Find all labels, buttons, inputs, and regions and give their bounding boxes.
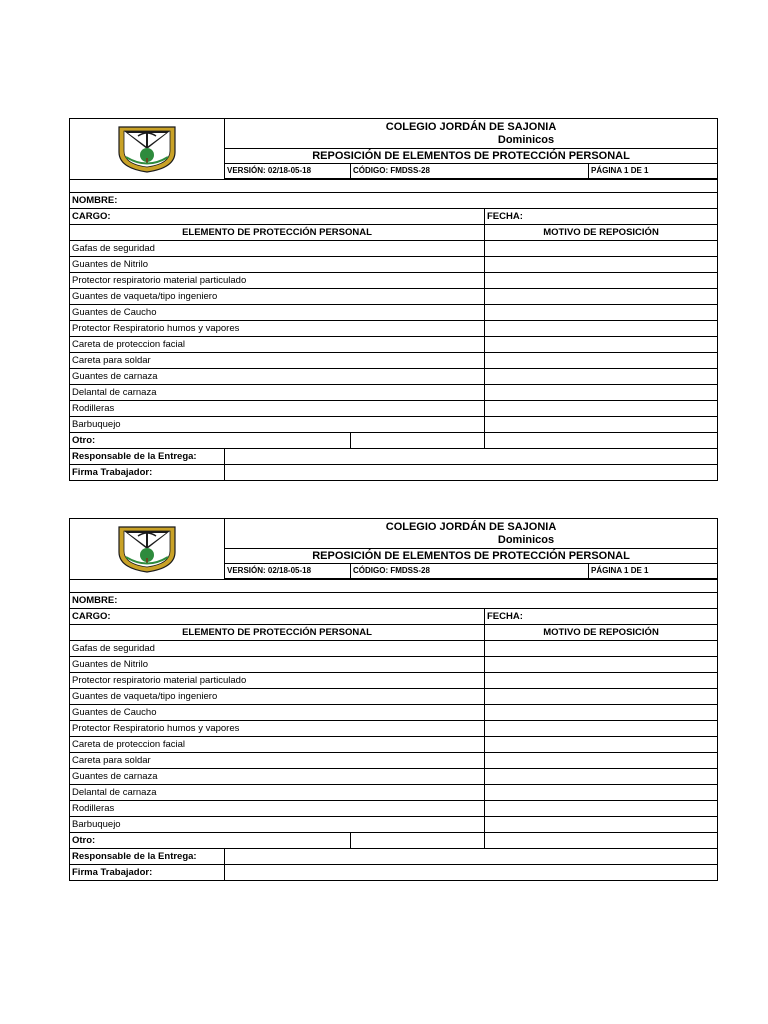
item-reason-field[interactable] [485,257,718,273]
worker-signature-field[interactable] [225,865,718,881]
form-table [69,518,718,881]
institution-name: COLEGIO JORDÁN DE SAJONIA [385,521,557,534]
item-row [70,657,718,673]
element-column-header: ELEMENTO DE PROTECCIÓN PERSONAL [70,225,485,241]
items-list [70,241,718,433]
school-crest-logo [70,124,224,174]
version-label: VERSIÓN: 02/18-05-18 [225,564,351,579]
other-reason-field[interactable] [485,433,718,449]
item-row [70,305,718,321]
item-reason-field[interactable] [485,369,718,385]
institution-header [225,519,718,549]
item-label: Careta de proteccion facial [70,337,485,353]
item-label: Guantes de carnaza [70,769,485,785]
form-table [69,118,718,481]
item-reason-field[interactable] [485,689,718,705]
item-reason-field[interactable] [485,785,718,801]
item-label: Delantal de carnaza [70,385,485,401]
delivery-label: Responsable de la Entrega: [70,849,225,865]
item-row [70,801,718,817]
element-column-header: ELEMENTO DE PROTECCIÓN PERSONAL [70,625,485,641]
item-label: Guantes de carnaza [70,369,485,385]
item-reason-field[interactable] [485,641,718,657]
logo-cell [70,119,225,180]
item-reason-field[interactable] [485,737,718,753]
item-reason-field[interactable] [485,753,718,769]
item-row [70,705,718,721]
reason-column-header: MOTIVO DE REPOSICIÓN [485,625,718,641]
item-reason-field[interactable] [485,657,718,673]
item-reason-field[interactable] [485,241,718,257]
worker-signature-label: Firma Trabajador: [70,865,225,881]
item-label: Protector respiratorio material particulado [70,673,485,689]
institution-order: Dominicos [497,134,555,146]
item-row [70,369,718,385]
item-label: Guantes de Nitrilo [70,657,485,673]
item-row [70,641,718,657]
item-row [70,737,718,753]
item-label: Guantes de vaqueta/tipo ingeniero [70,689,485,705]
form-title: REPOSICIÓN DE ELEMENTOS DE PROTECCIÓN PERSONAL [225,549,718,564]
item-label: Careta de proteccion facial [70,737,485,753]
page-label: PÁGINA 1 DE 1 [589,564,718,579]
cargo-label: CARGO: [72,210,111,222]
item-row [70,337,718,353]
other-reason-field[interactable] [485,833,718,849]
item-reason-field[interactable] [485,289,718,305]
item-reason-field[interactable] [485,337,718,353]
fecha-label: FECHA: [487,610,523,622]
ppe-form-1 [69,118,717,481]
item-row [70,785,718,801]
name-field[interactable] [70,593,718,609]
item-reason-field[interactable] [485,769,718,785]
item-reason-field[interactable] [485,705,718,721]
page-label: PÁGINA 1 DE 1 [589,164,718,179]
fecha-field[interactable] [485,209,718,225]
item-row [70,273,718,289]
item-row [70,385,718,401]
reason-column-header: MOTIVO DE REPOSICIÓN [485,225,718,241]
blank-row [70,180,718,193]
item-label: Careta para soldar [70,753,485,769]
item-row [70,353,718,369]
item-row [70,721,718,737]
fecha-field[interactable] [485,609,718,625]
item-row [70,753,718,769]
institution-header [225,119,718,149]
item-reason-field[interactable] [485,305,718,321]
item-label: Rodilleras [70,401,485,417]
item-label: Rodilleras [70,801,485,817]
delivery-field[interactable] [225,449,718,465]
code-label: CÓDIGO: FMDSS-28 [351,564,589,579]
item-label: Protector Respiratorio humos y vapores [70,721,485,737]
school-crest-logo [70,524,224,574]
other-field[interactable] [351,433,485,449]
item-label: Guantes de Caucho [70,705,485,721]
item-label: Gafas de seguridad [70,641,485,657]
code-label: CÓDIGO: FMDSS-28 [351,164,589,179]
item-label: Delantal de carnaza [70,785,485,801]
delivery-field[interactable] [225,849,718,865]
ppe-form-2 [69,518,717,881]
item-reason-field[interactable] [485,817,718,833]
fecha-label: FECHA: [487,210,523,222]
item-label: Guantes de Caucho [70,305,485,321]
other-label: Otro: [70,433,351,449]
item-reason-field[interactable] [485,673,718,689]
item-row [70,689,718,705]
item-label: Guantes de Nitrilo [70,257,485,273]
logo-cell [70,519,225,580]
item-reason-field[interactable] [485,401,718,417]
item-reason-field[interactable] [485,321,718,337]
item-label: Protector respiratorio material particulado [70,273,485,289]
version-label: VERSIÓN: 02/18-05-18 [225,164,351,179]
worker-signature-label: Firma Trabajador: [70,465,225,481]
item-reason-field[interactable] [485,801,718,817]
blank-row [70,580,718,593]
item-label: Protector Respiratorio humos y vapores [70,321,485,337]
item-row [70,769,718,785]
item-reason-field[interactable] [485,385,718,401]
items-list [70,641,718,833]
item-row [70,321,718,337]
item-label: Careta para soldar [70,353,485,369]
item-reason-field[interactable] [485,353,718,369]
other-label: Otro: [70,833,351,849]
institution-name: COLEGIO JORDÁN DE SAJONIA [385,121,557,134]
item-label: Barbuquejo [70,817,485,833]
item-reason-field[interactable] [485,721,718,737]
item-label: Barbuquejo [70,417,485,433]
item-row [70,417,718,433]
item-label: Gafas de seguridad [70,241,485,257]
item-reason-field[interactable] [485,273,718,289]
delivery-label: Responsable de la Entrega: [70,449,225,465]
cargo-field[interactable] [70,609,485,625]
institution-order: Dominicos [497,534,555,546]
form-title: REPOSICIÓN DE ELEMENTOS DE PROTECCIÓN PERSONAL [225,149,718,164]
cargo-field[interactable] [70,209,485,225]
cargo-label: CARGO: [72,610,111,622]
other-field[interactable] [351,833,485,849]
item-reason-field[interactable] [485,417,718,433]
item-row [70,401,718,417]
name-field[interactable] [70,193,718,209]
item-row [70,257,718,273]
name-label: NOMBRE: [72,194,118,206]
item-row [70,289,718,305]
item-row [70,673,718,689]
item-row [70,241,718,257]
item-label: Guantes de vaqueta/tipo ingeniero [70,289,485,305]
name-label: NOMBRE: [72,594,118,606]
worker-signature-field[interactable] [225,465,718,481]
item-row [70,817,718,833]
